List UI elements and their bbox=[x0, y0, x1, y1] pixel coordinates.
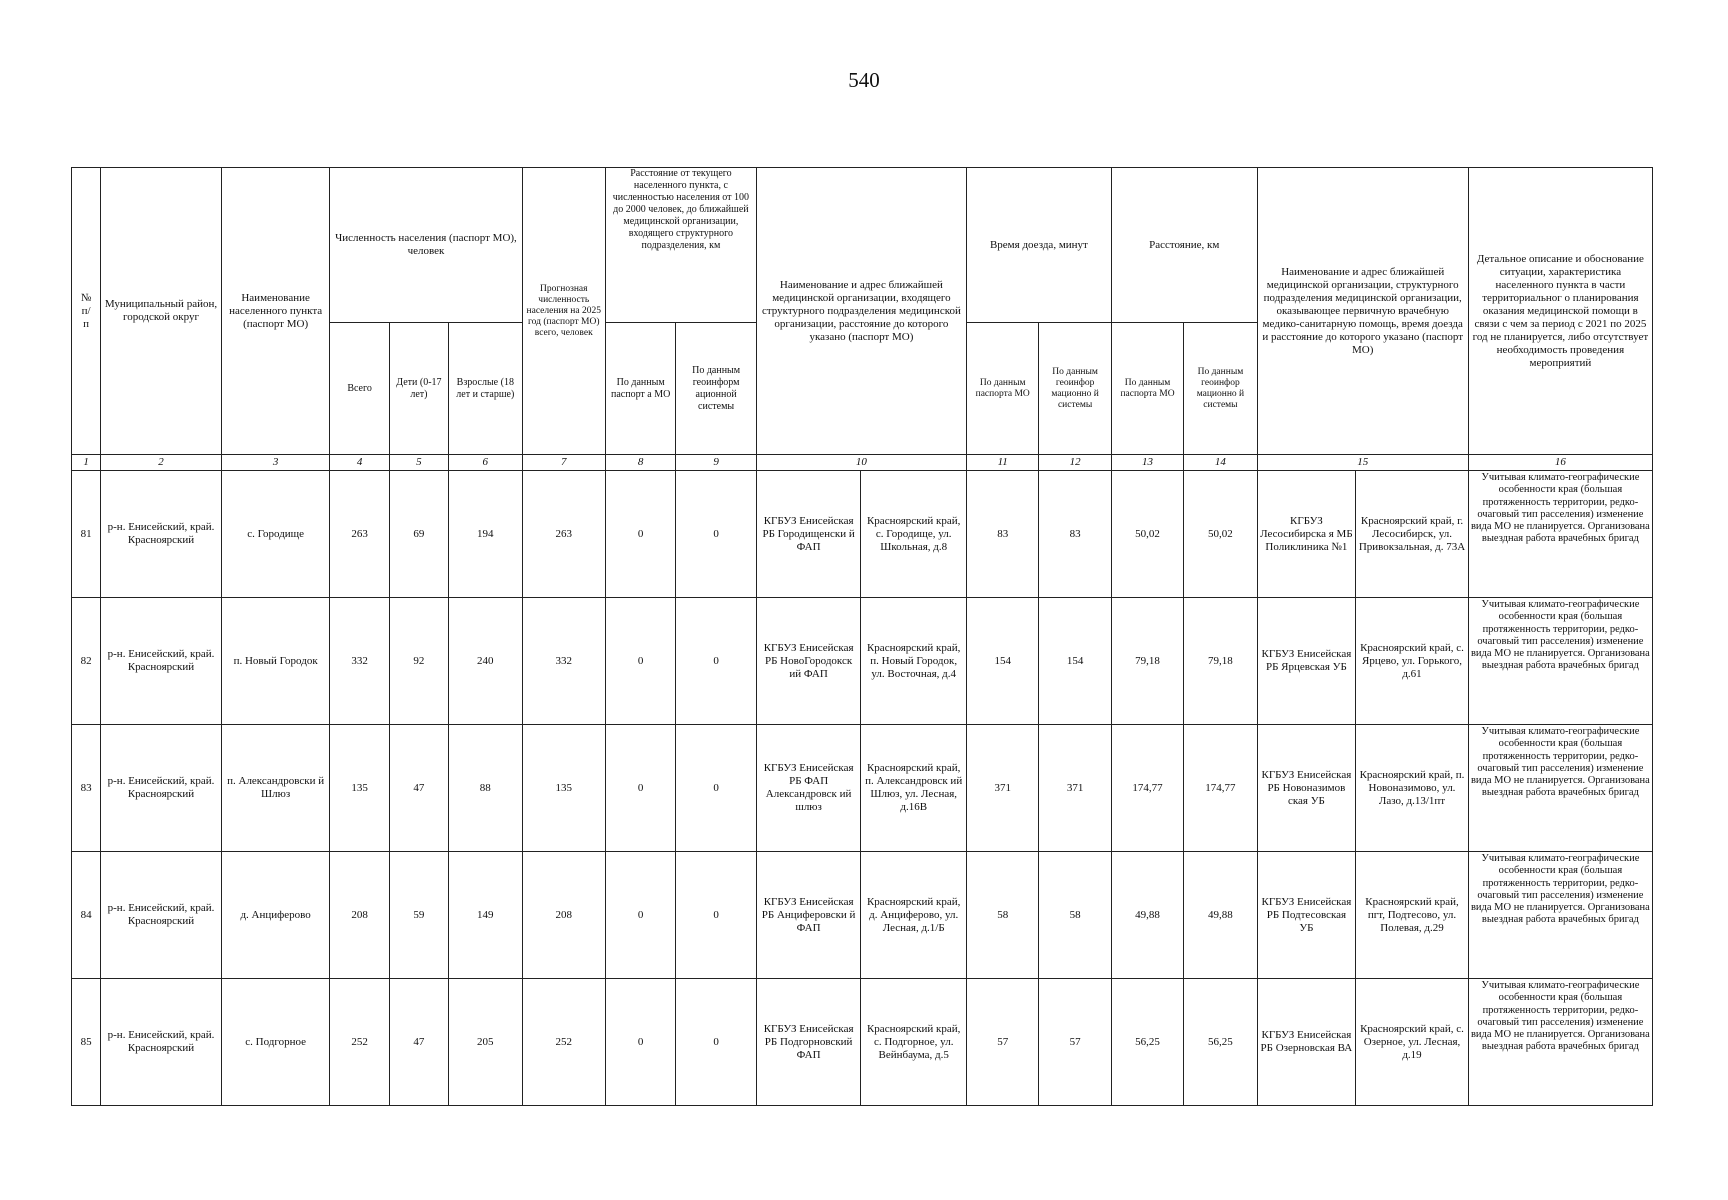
children-cell: 47 bbox=[389, 979, 448, 1106]
km-passport-cell: 79,18 bbox=[1111, 598, 1183, 725]
forecast-cell: 135 bbox=[522, 725, 605, 852]
column-number: 13 bbox=[1111, 455, 1183, 471]
column-number: 7 bbox=[522, 455, 605, 471]
org-name-cell: КГБУЗ Енисейская РБ Подгорновский ФАП bbox=[756, 979, 861, 1106]
total-cell: 252 bbox=[330, 979, 389, 1106]
km-passport-cell: 49,88 bbox=[1111, 852, 1183, 979]
description-cell: Учитывая климато-географические особенности края (большая протяженность территории, редко-очаговый тип расселения) изменение вида МО не планируется. Организована выездная работа врачебных бригад bbox=[1468, 471, 1652, 598]
column-number: 10 bbox=[756, 455, 966, 471]
time-passport-cell: 57 bbox=[967, 979, 1039, 1106]
distance-geo-cell: 0 bbox=[676, 725, 756, 852]
header-time-passport: По данным паспорта МО bbox=[967, 323, 1039, 455]
table-row bbox=[72, 725, 1653, 852]
row-number: 81 bbox=[72, 471, 101, 598]
settlement-cell: с. Городище bbox=[221, 471, 330, 598]
header-km-geo: По данным геоинфор мационно й системы bbox=[1184, 323, 1257, 455]
row-number: 84 bbox=[72, 852, 101, 979]
distance-geo-cell: 0 bbox=[676, 598, 756, 725]
settlement-cell: п. Новый Городок bbox=[221, 598, 330, 725]
org-address-cell: Красноярский край, п. Александровск ий Шлюз, ул. Лесная, д.16В bbox=[861, 725, 967, 852]
total-cell: 332 bbox=[330, 598, 389, 725]
district-cell: р-н. Енисейский, край. Красноярский bbox=[101, 471, 222, 598]
column-number: 3 bbox=[221, 455, 330, 471]
children-cell: 92 bbox=[389, 598, 448, 725]
org-name-cell: КГБУЗ Енисейская РБ Городищенски й ФАП bbox=[756, 471, 861, 598]
header-number: № п/ п bbox=[72, 168, 101, 455]
forecast-cell: 252 bbox=[522, 979, 605, 1106]
description-cell: Учитывая климато-географические особенности края (большая протяженность территории, редко-очаговый тип расселения) изменение вида МО не планируется. Организована выездная работа врачебных бригад bbox=[1468, 725, 1652, 852]
header-distance-km: Расстояние, км bbox=[1111, 168, 1257, 323]
column-number: 5 bbox=[389, 455, 448, 471]
header-district: Муниципальный район, городской округ bbox=[101, 168, 222, 455]
column-number: 11 bbox=[967, 455, 1039, 471]
description-cell: Учитывая климато-географические особенности края (большая протяженность территории, редко-очаговый тип расселения) изменение вида МО не планируется. Организована выездная работа врачебных бригад bbox=[1468, 852, 1652, 979]
km-geo-cell: 50,02 bbox=[1184, 471, 1257, 598]
header-settlement: Наименование населенного пункта (паспорт МО) bbox=[221, 168, 330, 455]
column-number: 6 bbox=[449, 455, 522, 471]
header-km-passport: По данным паспорта МО bbox=[1111, 323, 1183, 455]
distance-passport-cell: 0 bbox=[605, 725, 675, 852]
header-travel-time: Время доезда, минут bbox=[967, 168, 1112, 323]
time-passport-cell: 371 bbox=[967, 725, 1039, 852]
column-number: 4 bbox=[330, 455, 389, 471]
column-number: 1 bbox=[72, 455, 101, 471]
time-passport-cell: 154 bbox=[967, 598, 1039, 725]
primary-address-cell: Красноярский край, п. Новоназимово, ул. Лазо, д.13/1пт bbox=[1356, 725, 1469, 852]
km-geo-cell: 174,77 bbox=[1184, 725, 1257, 852]
km-geo-cell: 49,88 bbox=[1184, 852, 1257, 979]
primary-address-cell: Красноярский край, г. Лесосибирск, ул. Привокзальная, д. 73А bbox=[1356, 471, 1469, 598]
primary-address-cell: Красноярский край, с. Ярцево, ул. Горького, д.61 bbox=[1356, 598, 1469, 725]
org-address-cell: Красноярский край, с. Городище, ул. Школьная, д.8 bbox=[861, 471, 967, 598]
header-population: Численность населения (паспорт МО), человек bbox=[330, 168, 522, 323]
km-passport-cell: 56,25 bbox=[1111, 979, 1183, 1106]
forecast-cell: 208 bbox=[522, 852, 605, 979]
org-address-cell: Красноярский край, с. Подгорное, ул. Вейнбаума, д.5 bbox=[861, 979, 967, 1106]
column-number: 16 bbox=[1468, 455, 1652, 471]
header-distance-group: Расстояние от текущего населенного пункта, с численностью населения от 100 до 2000 человек, до ближайшей медицинской организации, входящего структурного подразделения, км bbox=[605, 168, 756, 323]
time-geo-cell: 371 bbox=[1039, 725, 1111, 852]
total-cell: 135 bbox=[330, 725, 389, 852]
adults-cell: 240 bbox=[449, 598, 522, 725]
page-number: 540 bbox=[848, 68, 880, 92]
total-cell: 263 bbox=[330, 471, 389, 598]
org-name-cell: КГБУЗ Енисейская РБ НовоГородокск ий ФАП bbox=[756, 598, 861, 725]
column-number: 8 bbox=[605, 455, 675, 471]
primary-name-cell: КГБУЗ Енисейская РБ Новоназимов ская УБ bbox=[1257, 725, 1356, 852]
adults-cell: 205 bbox=[449, 979, 522, 1106]
primary-name-cell: КГБУЗ Енисейская РБ Подтесовская УБ bbox=[1257, 852, 1356, 979]
header-children: Дети (0-17 лет) bbox=[389, 323, 448, 455]
district-cell: р-н. Енисейский, край. Красноярский bbox=[101, 598, 222, 725]
district-cell: р-н. Енисейский, край. Красноярский bbox=[101, 725, 222, 852]
header-forecast: Прогнозная численность населения на 2025 год (паспорт МО) всего, человек bbox=[522, 168, 605, 455]
column-number: 12 bbox=[1039, 455, 1111, 471]
header-distance-passport: По данным паспорт а МО bbox=[605, 323, 675, 455]
children-cell: 47 bbox=[389, 725, 448, 852]
primary-address-cell: Красноярский край, пгт, Подтесово, ул. Полевая, д.29 bbox=[1356, 852, 1469, 979]
primary-name-cell: КГБУЗ Лесосибирска я МБ Поликлиника №1 bbox=[1257, 471, 1356, 598]
km-geo-cell: 56,25 bbox=[1184, 979, 1257, 1106]
row-number: 83 bbox=[72, 725, 101, 852]
settlements-table bbox=[71, 167, 1653, 1106]
row-number: 82 bbox=[72, 598, 101, 725]
distance-passport-cell: 0 bbox=[605, 471, 675, 598]
forecast-cell: 332 bbox=[522, 598, 605, 725]
km-passport-cell: 174,77 bbox=[1111, 725, 1183, 852]
org-address-cell: Красноярский край, д. Анциферово, ул. Лесная, д.1/Б bbox=[861, 852, 967, 979]
primary-name-cell: КГБУЗ Енисейская РБ Озерновская ВА bbox=[1257, 979, 1356, 1106]
column-number: 14 bbox=[1184, 455, 1257, 471]
org-name-cell: КГБУЗ Енисейская РБ ФАП Александровск ий шлюз bbox=[756, 725, 861, 852]
header-description: Детальное описание и обоснование ситуации, характеристика населенного пункта в части территориальног о планирования оказания медицинской помощи в связи с чем за период с 2021 по 2025 год не планируется, либо отсутствует необходимость проведения мероприятий bbox=[1468, 168, 1652, 455]
header-time-geo: По данным геоинфор мационно й системы bbox=[1039, 323, 1111, 455]
adults-cell: 149 bbox=[449, 852, 522, 979]
settlement-cell: с. Подгорное bbox=[221, 979, 330, 1106]
distance-passport-cell: 0 bbox=[605, 852, 675, 979]
table-row bbox=[72, 598, 1653, 725]
time-geo-cell: 154 bbox=[1039, 598, 1111, 725]
time-geo-cell: 58 bbox=[1039, 852, 1111, 979]
primary-address-cell: Красноярский край, с. Озерное, ул. Лесная, д.19 bbox=[1356, 979, 1469, 1106]
km-geo-cell: 79,18 bbox=[1184, 598, 1257, 725]
table-row bbox=[72, 471, 1653, 598]
table-row bbox=[72, 979, 1653, 1106]
time-passport-cell: 83 bbox=[967, 471, 1039, 598]
table-row bbox=[72, 852, 1653, 979]
header-distance-geo: По данным геоинформ ационной системы bbox=[676, 323, 756, 455]
children-cell: 69 bbox=[389, 471, 448, 598]
column-number: 9 bbox=[676, 455, 756, 471]
header-adults: Взрослые (18 лет и старше) bbox=[449, 323, 522, 455]
distance-geo-cell: 0 bbox=[676, 979, 756, 1106]
time-geo-cell: 83 bbox=[1039, 471, 1111, 598]
column-number-row bbox=[72, 455, 1653, 471]
km-passport-cell: 50,02 bbox=[1111, 471, 1183, 598]
forecast-cell: 263 bbox=[522, 471, 605, 598]
org-name-cell: КГБУЗ Енисейская РБ Анциферовски й ФАП bbox=[756, 852, 861, 979]
adults-cell: 88 bbox=[449, 725, 522, 852]
row-number: 85 bbox=[72, 979, 101, 1106]
org-address-cell: Красноярский край, п. Новый Городок, ул. Восточная, д.4 bbox=[861, 598, 967, 725]
primary-name-cell: КГБУЗ Енисейская РБ Ярцевская УБ bbox=[1257, 598, 1356, 725]
distance-geo-cell: 0 bbox=[676, 852, 756, 979]
description-cell: Учитывая климато-географические особенности края (большая протяженность территории, редко-очаговый тип расселения) изменение вида МО не планируется. Организована выездная работа врачебных бригад bbox=[1468, 979, 1652, 1106]
total-cell: 208 bbox=[330, 852, 389, 979]
description-cell: Учитывая климато-географические особенности края (большая протяженность территории, редко-очаговый тип расселения) изменение вида МО не планируется. Организована выездная работа врачебных бригад bbox=[1468, 598, 1652, 725]
header-primary-care: Наименование и адрес ближайшей медицинской организации, структурного подразделения медицинской организации, оказывающее первичную врачебную медико-санитарную помощь, время доезда и расстояние до которого указано (паспорт МО) bbox=[1257, 168, 1468, 455]
children-cell: 59 bbox=[389, 852, 448, 979]
distance-passport-cell: 0 bbox=[605, 598, 675, 725]
distance-passport-cell: 0 bbox=[605, 979, 675, 1106]
settlement-cell: д. Анциферово bbox=[221, 852, 330, 979]
settlement-cell: п. Александровски й Шлюз bbox=[221, 725, 330, 852]
header-total: Всего bbox=[330, 323, 389, 455]
time-geo-cell: 57 bbox=[1039, 979, 1111, 1106]
time-passport-cell: 58 bbox=[967, 852, 1039, 979]
header-nearest-org: Наименование и адрес ближайшей медицинской организации, входящего структурного подразделения медицинской организации, расстояние до которого указано (паспорт МО) bbox=[756, 168, 966, 455]
district-cell: р-н. Енисейский, край. Красноярский bbox=[101, 852, 222, 979]
adults-cell: 194 bbox=[449, 471, 522, 598]
column-number: 15 bbox=[1257, 455, 1468, 471]
distance-geo-cell: 0 bbox=[676, 471, 756, 598]
district-cell: р-н. Енисейский, край. Красноярский bbox=[101, 979, 222, 1106]
column-number: 2 bbox=[101, 455, 222, 471]
